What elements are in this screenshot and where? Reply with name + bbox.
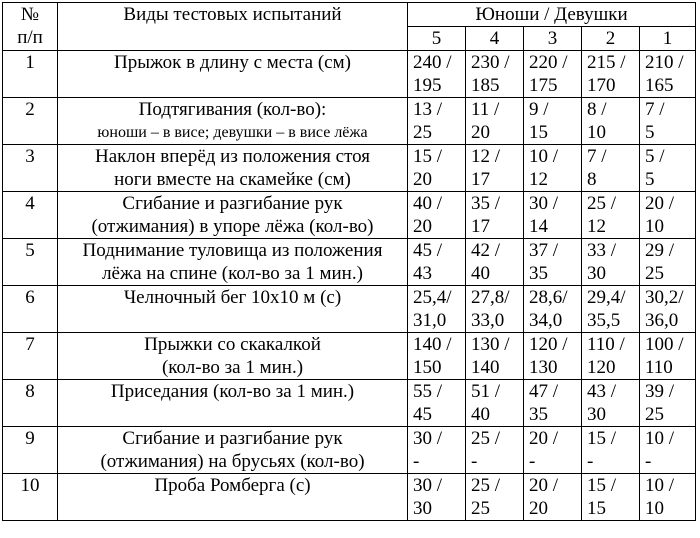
girls-value: 120 [587,357,616,378]
girls-value: 5 [645,169,655,190]
boys-value: 120 / [529,334,568,355]
girls-value: 10 [587,122,606,143]
table-row [3,51,696,98]
test-name [58,192,408,239]
boys-value: 5 / [645,146,665,167]
girls-value: 170 [587,75,616,96]
grade-value-cell [408,51,466,98]
header-row [3,3,696,27]
grade-value-cell [466,192,524,239]
boys-value: 20 / [529,475,559,496]
boys-value: 25,4/ [413,287,452,308]
grade-3: 3 [524,27,582,51]
boys-value: 25 / [471,428,501,449]
table-row [3,380,696,427]
grade-value-cell [640,380,696,427]
girls-value: 14 [529,216,548,237]
row-number: 5 [3,239,58,286]
girls-value: - [645,451,652,472]
grade-value-cell [466,239,524,286]
boys-value: 15 / [413,146,443,167]
grade-value-cell [408,427,466,474]
grade-value-cell [524,239,582,286]
grade-value-cell [640,192,696,239]
grade-value-cell [466,427,524,474]
girls-value: 8 [587,169,597,190]
table-row [3,333,696,380]
girls-value: 17 [471,169,490,190]
girls-value: 15 [529,122,548,143]
girls-value: 10 [645,216,664,237]
boys-value: 11 / [471,99,500,120]
row-number: 9 [3,427,58,474]
table-row [3,98,696,145]
grade-value-cell [466,380,524,427]
table-row [3,239,696,286]
girls-value: 35 [529,404,548,425]
girls-value: - [587,451,594,472]
grade-value-cell [582,51,640,98]
boys-value: 29 / [645,240,675,261]
test-name [58,427,408,474]
boys-value: 140 / [413,334,452,355]
girls-value: 25 [645,263,664,284]
test-name-line2: (отжимания) в упоре лёжа (кол-во) [91,216,374,237]
boys-value: 7 / [645,99,665,120]
boys-value: 40 / [413,193,443,214]
grade-value-cell [582,333,640,380]
grade-value-cell [466,286,524,333]
girls-value: 30 [587,404,606,425]
boys-value: 29,4/ [587,287,626,308]
grade-value-cell [408,192,466,239]
boys-value: 15 / [587,428,617,449]
grade-value-cell [524,145,582,192]
boys-value: 30,2/ [645,287,684,308]
grade-value-cell [582,192,640,239]
test-name [58,474,408,521]
boys-value: 42 / [471,240,501,261]
girls-value: - [413,451,420,472]
girls-value: 150 [413,357,442,378]
test-name [58,333,408,380]
boys-value: 55 / [413,381,443,402]
grade-value-cell [524,474,582,521]
grade-value-cell [466,51,524,98]
girls-value: 165 [645,75,674,96]
girls-value: 12 [529,169,548,190]
girls-value: 25 [645,404,664,425]
girls-value: 40 [471,404,490,425]
girls-value: 175 [529,75,558,96]
boys-value: 33 / [587,240,617,261]
girls-value: 110 [645,357,673,378]
table-row [3,474,696,521]
row-number: 4 [3,192,58,239]
boys-value: 43 / [587,381,617,402]
grade-value-cell [408,239,466,286]
test-name-line1: Приседания (кол-во за 1 мин.) [110,381,355,402]
grade-value-cell [524,333,582,380]
boys-value: 8 / [587,99,607,120]
boys-value: 130 / [471,334,510,355]
boys-value: 20 / [529,428,559,449]
girls-value: 30 [587,263,606,284]
grade-value-cell [408,474,466,521]
boys-value: 12 / [471,146,501,167]
boys-value: 9 / [529,99,549,120]
header-num-cell [3,3,58,51]
standards-table [2,2,696,521]
test-name [58,286,408,333]
boys-value: 30 / [529,193,559,214]
grade-value-cell [524,192,582,239]
girls-value: 33,0 [471,310,505,331]
grade-value-cell [640,286,696,333]
girls-value: 10 [645,498,664,519]
boys-value: 230 / [471,52,510,73]
test-name-line2: лёжа на спине (кол-во за 1 мин.) [102,263,363,284]
girls-value: 12 [587,216,606,237]
girls-value: 25 [413,122,432,143]
test-name-line1: Проба Ромберга (с) [154,475,311,496]
table-row [3,427,696,474]
grade-4: 4 [466,27,524,51]
boys-value: 10 / [645,428,675,449]
boys-value: 30 / [413,428,443,449]
girls-value: 45 [413,404,432,425]
girls-value: - [529,451,536,472]
grade-value-cell [640,51,696,98]
grade-value-cell [408,98,466,145]
girls-value: 195 [413,75,442,96]
girls-value: 34,0 [529,310,563,331]
boys-value: 7 / [587,146,607,167]
girls-value: 15 [587,498,606,519]
grade-value-cell [640,427,696,474]
row-number: 1 [3,51,58,98]
boys-value: 10 / [645,475,675,496]
grade-value-cell [524,98,582,145]
grade-value-cell [408,286,466,333]
test-name-line2: (кол-во за 1 мин.) [161,357,304,378]
grade-1: 1 [640,27,696,51]
grade-value-cell [408,333,466,380]
test-name-line1: Сгибание и разгибание рук [122,428,343,449]
row-number: 7 [3,333,58,380]
test-name-line2: ноги вместе на скамейке (см) [114,169,351,190]
girls-value: 43 [413,263,432,284]
table-row [3,145,696,192]
boys-value: 45 / [413,240,443,261]
girls-value: 31,0 [413,310,447,331]
row-number: 6 [3,286,58,333]
girls-value: 40 [471,263,490,284]
row-number: 8 [3,380,58,427]
grade-value-cell [640,98,696,145]
boys-value: 47 / [529,381,559,402]
test-name-line1: Прыжок в длину с места (см) [114,52,351,73]
grade-value-cell [582,380,640,427]
girls-value: 5 [645,122,655,143]
test-name [58,98,408,145]
grade-value-cell [582,474,640,521]
test-name [58,239,408,286]
girls-value: - [471,451,478,472]
header-num-line1: № [20,4,40,25]
boys-value: 37 / [529,240,559,261]
table-row [3,192,696,239]
header-group-cell: Юноши / Девушки [408,3,696,27]
test-name [58,51,408,98]
boys-value: 13 / [413,99,443,120]
grade-value-cell [466,98,524,145]
grade-value-cell [582,145,640,192]
row-number: 2 [3,98,58,145]
grade-5: 5 [408,27,466,51]
boys-value: 39 / [645,381,675,402]
table-row [3,286,696,333]
grade-value-cell [466,145,524,192]
boys-value: 215 / [587,52,626,73]
grade-value-cell [582,286,640,333]
grade-value-cell [640,474,696,521]
grade-value-cell [408,145,466,192]
test-name-line1: Подтягивания (кол-во): [138,99,327,120]
girls-value: 130 [529,357,558,378]
grade-value-cell [466,474,524,521]
test-name-line1: Наклон вперёд из положения стоя [94,146,371,167]
boys-value: 210 / [645,52,684,73]
test-name-line1: Сгибание и разгибание рук [122,193,343,214]
header-num-line2: п/п [17,27,43,48]
boys-value: 30 / [413,475,443,496]
girls-value: 185 [471,75,500,96]
boys-value: 20 / [645,193,675,214]
header-test-cell: Виды тестовых испытаний [58,3,408,51]
boys-value: 220 / [529,52,568,73]
boys-value: 35 / [471,193,501,214]
boys-value: 10 / [529,146,559,167]
grade-value-cell [524,427,582,474]
test-name [58,145,408,192]
girls-value: 36,0 [645,310,679,331]
girls-value: 25 [471,498,490,519]
girls-value: 30 [413,498,432,519]
test-name-line2: юноши – в висе; девушки – в висе лёжа [97,124,368,141]
boys-value: 110 / [587,334,625,355]
test-name [58,380,408,427]
row-number: 3 [3,145,58,192]
test-name-line1: Челночный бег 10х10 м (с) [123,287,342,308]
boys-value: 25 / [587,193,617,214]
girls-value: 20 [413,216,432,237]
girls-value: 20 [471,122,490,143]
grade-value-cell [640,145,696,192]
girls-value: 20 [529,498,548,519]
grade-value-cell [524,286,582,333]
row-number: 10 [3,474,58,521]
girls-value: 140 [471,357,500,378]
girls-value: 35 [529,263,548,284]
girls-value: 35,5 [587,310,621,331]
girls-value: 20 [413,169,432,190]
boys-value: 100 / [645,334,684,355]
girls-value: 17 [471,216,490,237]
boys-value: 27,8/ [471,287,510,308]
grade-value-cell [640,239,696,286]
grade-value-cell [524,51,582,98]
grade-value-cell [582,98,640,145]
test-name-line1: Прыжки со скакалкой [144,334,321,355]
boys-value: 15 / [587,475,617,496]
grade-value-cell [582,239,640,286]
boys-value: 28,6/ [529,287,568,308]
test-name-line2: (отжимания) на брусьях (кол-во) [100,451,365,472]
boys-value: 51 / [471,381,501,402]
grade-value-cell [466,333,524,380]
boys-value: 25 / [471,475,501,496]
grade-value-cell [582,427,640,474]
grade-2: 2 [582,27,640,51]
grade-value-cell [640,333,696,380]
test-name-line1: Поднимание туловища из положения [82,240,383,261]
grade-value-cell [524,380,582,427]
boys-value: 240 / [413,52,452,73]
grade-value-cell [408,380,466,427]
